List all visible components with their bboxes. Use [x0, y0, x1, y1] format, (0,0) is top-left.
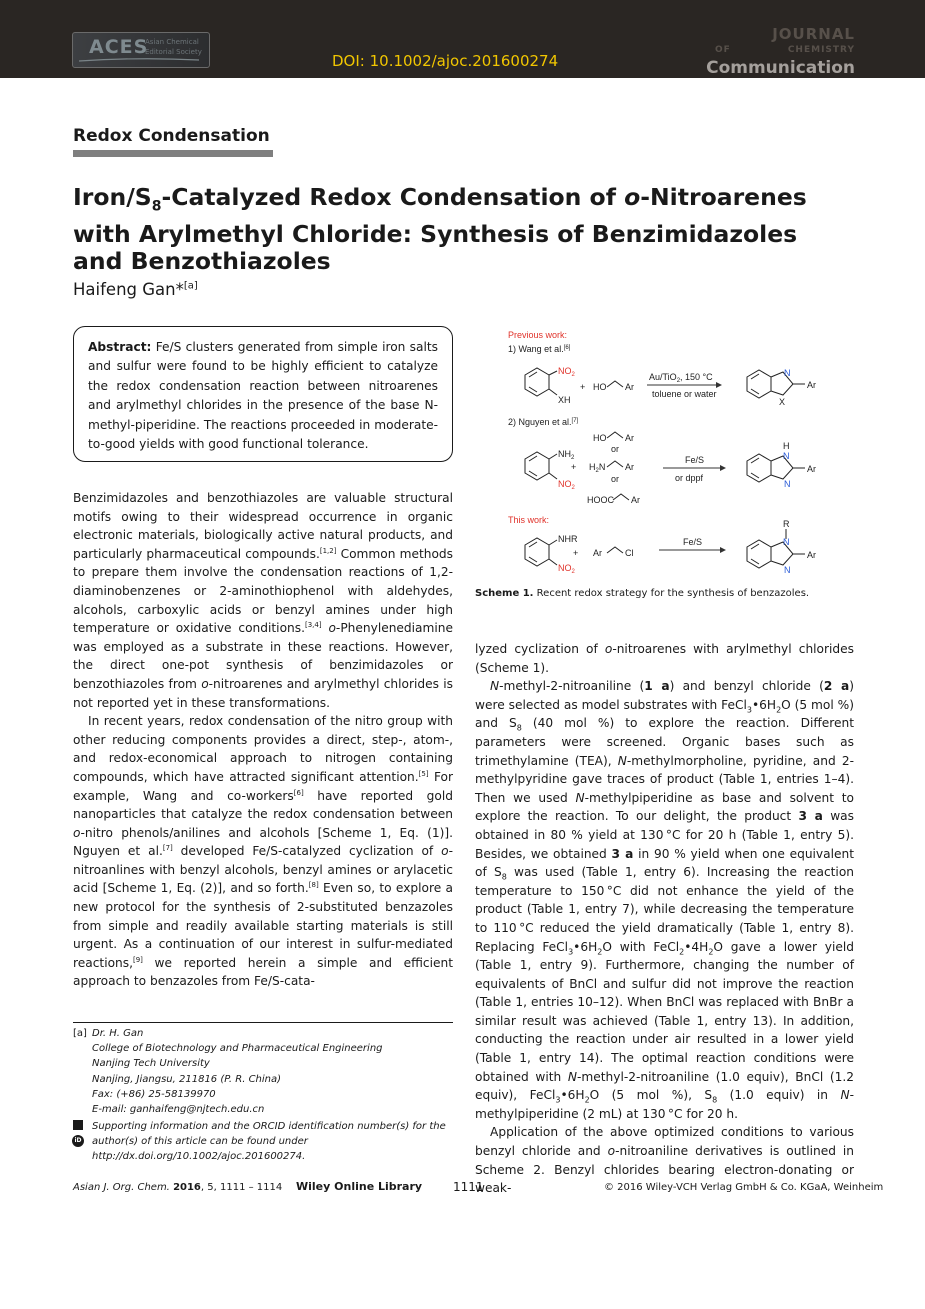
abstract-text: [88, 338, 438, 454]
scheme-1-figure: [503, 327, 843, 587]
body-left-column: Benzimidazoles and benzothiazoles are valuable structural motifs owing to their widespread occurrence in organic electronic materials, biologically active natural products, and particularly pharmaceutical compounds.[1,2] Common methods to prepare them involve the condensation reactions of 1,2-diaminobenzenes or 2-aminothiophenol with aldehydes, alcohols, carboxylic acids or benzyl amines under high temperature or oxidative conditions.[3,4] o-Phenylenediamine was employed as a substrate in these reactions. However, the direct one-pot synthesis of benzimidazoles or benzothiazoles from o-nitroarenes and arylmethyl chlorides is not reported yet in these transformations. In recent years, redox condensation of the nitro group with other reducing components provides a direct, step-, atom-, and redox-economical approach to nitrogen containing compounds, which have attracted significant attention.[5] For example, Wang and co-workers[6] have reported gold nanoparticles that catalyze the redox condensation between o-nitro phenols/anilines and alcohols [Scheme 1, Eq. (1)]. Nguyen et al.[7] developed Fe/S-catalyzed cyclization of o-nitroanlines with benzyl alcohols, benzyl amines or arylacetic acid [Scheme 1, Eq. (2)], and so forth.[8] Even so, to explore a new protocol for the synthesis of 2-substituted benzazoles from simple and readily available starting materials is still urgent. As a continuation of our interest in sulfur-mediated reactions,[9] we reported herein a simple and efficient approach to benzazoles from Fe/S-cata-: [73, 491, 454, 989]
journal-subtitle: [715, 45, 855, 55]
scheme-caption: [475, 588, 809, 599]
footnote-line: College of Biotechnology and Pharmaceutical Engineering: [92, 1043, 383, 1055]
previous-work-label: Previous work:: [508, 330, 568, 340]
affiliation-footnote: [73, 1026, 453, 1163]
benzimidazole-product-2: [747, 454, 805, 482]
condition-2a: Fe/S: [685, 455, 705, 465]
n-label: N: [784, 368, 791, 378]
or-label: or: [611, 444, 620, 454]
benzazole-product-1: [747, 370, 805, 398]
ar-label: Ar: [625, 433, 634, 443]
amine-chain: [607, 461, 623, 467]
no2-label: $NO_2$: [558, 563, 575, 575]
footnote-divider: [73, 1022, 453, 1023]
aces-logo: [72, 32, 210, 68]
alcohol-chain: [607, 381, 623, 387]
footnote-label: [a]: [73, 1028, 87, 1039]
ar-label: Ar: [631, 495, 640, 505]
r-label: R: [783, 519, 790, 529]
nitroaniline-structure: [525, 452, 557, 480]
h-label: H: [783, 441, 790, 451]
benzimidazole-product-3: [747, 529, 805, 568]
title-part: -Nitroarenes with Arylmethyl Chloride: Synthesis of Benzimidazoles and Benzothiazoles: [73, 183, 807, 275]
footnote-line: Nanjing Tech University: [92, 1058, 210, 1070]
footer-volume: , 5, 1111 – 1114: [200, 1182, 283, 1193]
ar-label: Ar: [593, 548, 602, 558]
wiley-online-library-link[interactable]: Wiley Online Library: [296, 1180, 423, 1193]
abstract-label: Abstract:: [88, 340, 152, 354]
author-line: [73, 280, 198, 299]
section-label: Redox Condensation: [73, 126, 270, 146]
ho-label: HO: [593, 382, 607, 392]
footer-citation: [73, 1182, 282, 1193]
cl-label: Cl: [625, 548, 634, 558]
author-affiliation-mark: [a]: [183, 280, 198, 292]
logo-subtitle-2: Editorial Society: [145, 48, 202, 56]
plus-sign: +: [571, 462, 577, 472]
title-part: Iron/S: [73, 183, 152, 211]
logo-subtitle-1: Asian Chemical: [145, 38, 199, 46]
author-name: Haifeng Gan*: [73, 280, 184, 299]
abstract-body: Fe/S clusters generated from simple iron salts and sulfur were found to be highly efficient to catalyze the redox condensation reaction between nitroarenes and arylmethyl chlorides in the presence of the base N-methyl-piperidine. The reactions proceeded in moderate-to-good yields with good functional tolerance.: [88, 340, 438, 452]
title-italic: o: [624, 183, 641, 211]
section-divider: [73, 150, 273, 157]
abstract-box: [73, 326, 453, 462]
footnote-line: Dr. H. Gan: [92, 1028, 144, 1039]
acid-chain: [613, 494, 629, 500]
condition-3: Fe/S: [683, 537, 703, 547]
article-title: [73, 184, 853, 275]
ar-label: Ar: [625, 382, 634, 392]
title-subscript: 8: [151, 198, 162, 215]
supporting-info-icon: [73, 1120, 83, 1130]
journal-chemistry: CHEMISTRY: [787, 45, 855, 55]
doi-link[interactable]: DOI: 10.1002/ajoc.201600274: [332, 52, 559, 70]
no2-label: $NO_2$: [558, 479, 575, 491]
email-link[interactable]: E-mail: ganhaifeng@njtech.edu.cn: [92, 1104, 265, 1116]
alcohol-chain: [607, 432, 623, 438]
plus-sign: +: [580, 382, 586, 392]
body-right-column: lyzed cyclization of o-nitroarenes with arylmethyl chlorides (Scheme 1). N-methyl-2-nitroaniline (1 a) and benzyl chloride (2 a) were selected as model substrates with $FeCl_3•6H_2O$ (5 mol %) and $S_8$ (40 mol %) to explore the reaction. Different parameters were screened. Organic bases such as trimethylamine (TEA), N-methylmorpholine, pyridine, and 2-methylpyridine gave traces of product (Table 1, entries 1–4). Then we used N-methylpiperidine as base and solvent to explore the reaction. To our delight, the product 3 a was obtained in 80 % yield at 130 °C for 20 h (Table 1, entry 5). Besides, we obtained 3 a in 90 % yield when one equivalent of $S_8$ was used (Table 1, entry 6). Increasing the reaction temperature to 150 °C did not enhance the yield of the product (Table 1, entry 7), while decreasing the temperature to 110 °C reduced the yield dramatically (Table 1, entry 8). Replacing $FeCl_3•6H_2O$ with $FeCl_2•4H_2O$ gave a lower yield (Table 1, entry 9). Furthermore, changing the number of equivalents of BnCl and sulfur did not improve the reaction (Table 1, entries 10–12). When BnCl was replaced with BnBr a similar result was achieved (Table 1, entry 13). In addition, conducting the reaction under air resulted in a lower yield (Table 1, entry 14). The optimal reaction conditions were obtained with N-methyl-2-nitroaniline (1.0 equiv), BnCl (1.2 equiv), $FeCl_3•6H_2O$ (5 mol %), $S_8$ (1.0 equiv) in N-methylpiperidine (2 mL) at 130 °C for 20 h. Application of the above optimized conditions to various benzyl chloride and o-nitroaniline derivatives is outlined in Scheme 2. Benzyl chlorides bearing electron-donating or weak-: [475, 642, 855, 1196]
condition-1b: toluene or water: [652, 389, 717, 399]
article-type: Communication: [706, 58, 855, 78]
condition-2b: or dppf: [675, 473, 704, 483]
ar-label: Ar: [807, 464, 816, 474]
copyright: © 2016 Wiley-VCH Verlag GmbH & Co. KGaA, Weinheim: [604, 1182, 884, 1193]
ar-label: Ar: [625, 462, 634, 472]
n-methyl-nitroaniline-structure: [525, 538, 557, 566]
footnote-line: Nanjing, Jiangsu, 211816 (P. R. China): [92, 1073, 282, 1085]
nitro-phenol-structure: [525, 368, 557, 396]
caption-label: Scheme 1.: [475, 588, 534, 599]
logo-swoosh-icon: [79, 58, 199, 62]
x-label: X: [779, 397, 786, 407]
h2n-label: $H_2N$: [589, 462, 606, 474]
ar-label: Ar: [807, 380, 816, 390]
supporting-info-note: Supporting information and the ORCID identification number(s) for the author(s) of this article can be found under http://dx.doi.org/10.1002/ajoc.201600274.: [92, 1121, 446, 1163]
n-label: N: [784, 565, 791, 575]
condition-1a: Au/TiO$_2$, 150 °C: [649, 372, 713, 384]
hooc-label: HOOC: [587, 495, 614, 505]
logo-text: ACES: [89, 36, 149, 58]
nh2-label: $NH_2$: [558, 449, 575, 461]
chloride-chain: [607, 547, 623, 553]
nhr-label: NHR: [558, 534, 578, 544]
orcid-icon: iD: [72, 1135, 84, 1147]
journal-word: JOURNAL: [772, 25, 855, 43]
ar-label: Ar: [807, 550, 816, 560]
ho-label: HO: [593, 433, 607, 443]
journal-of: OF: [715, 45, 731, 55]
n-label: N: [783, 451, 790, 461]
caption-text: Recent redox strategy for the synthesis of benzazoles.: [536, 588, 810, 599]
title-part: -Catalyzed Redox Condensation of: [161, 183, 625, 211]
footer-journal: Asian J. Org. Chem.: [73, 1182, 170, 1193]
wang-ref-label: 1) Wang et al.[6]: [508, 344, 571, 354]
xh-label: XH: [558, 395, 571, 405]
page-number: 1111: [453, 1180, 484, 1194]
footnote-line: Fax: (+86) 25-58139970: [92, 1088, 216, 1100]
nguyen-ref-label: 2) Nguyen et al.[7]: [508, 417, 579, 427]
or-label: or: [611, 474, 620, 484]
footer-year: 2016: [173, 1182, 201, 1193]
this-work-label: This work:: [508, 515, 550, 525]
no2-label: $NO_2$: [558, 366, 575, 378]
n-label: N: [784, 479, 791, 489]
n-label: N: [783, 537, 790, 547]
plus-sign: +: [573, 548, 579, 558]
